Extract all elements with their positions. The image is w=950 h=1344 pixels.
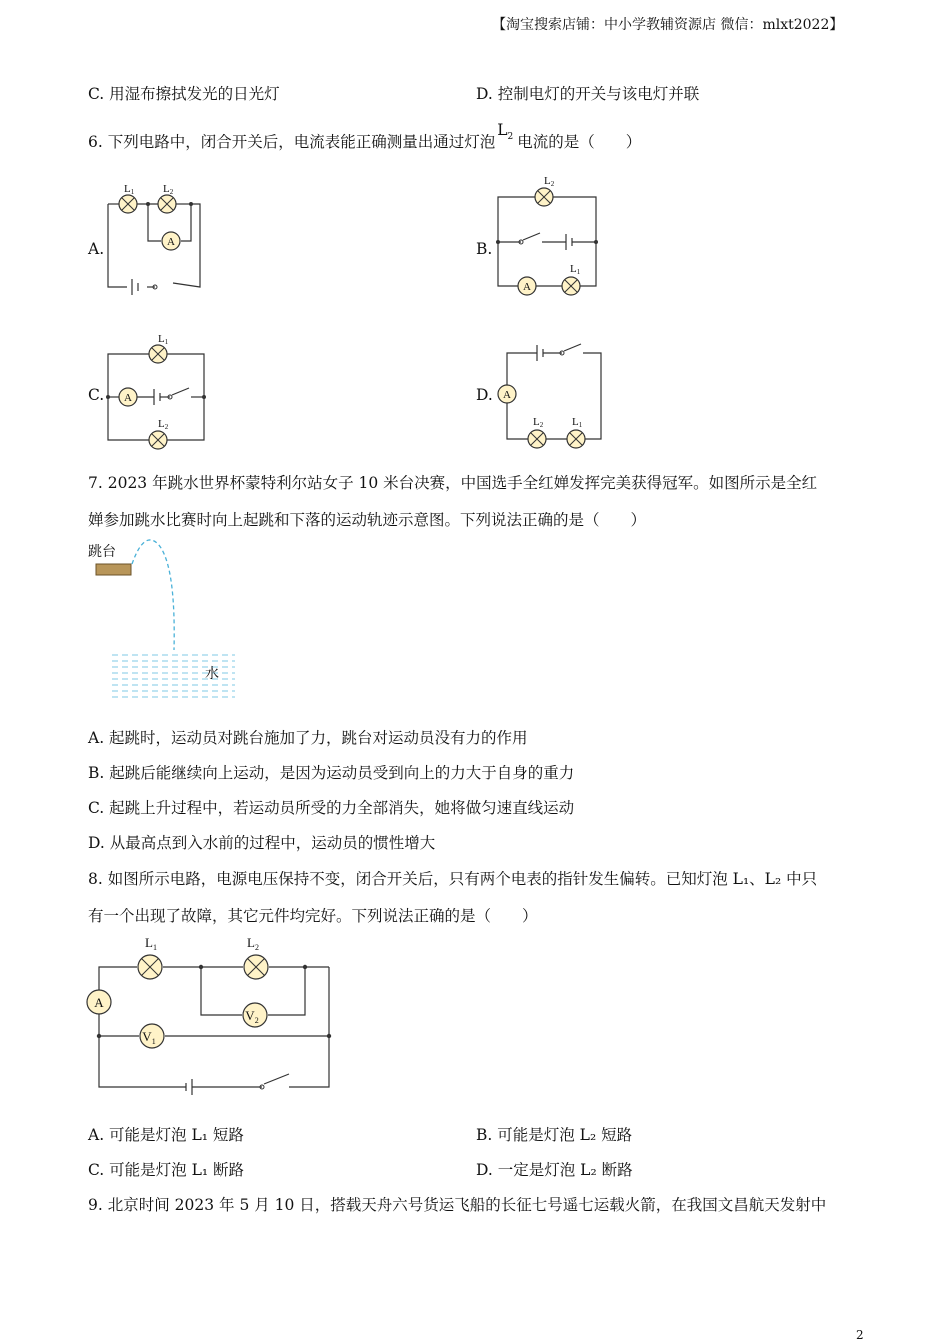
page-header: 【淘宝搜索店铺：中小学教辅资源店 微信：mlxt2022】 bbox=[492, 17, 844, 33]
ammeter-icon bbox=[498, 385, 516, 403]
svg-text:L2: L2 bbox=[544, 175, 555, 188]
lamp-icon bbox=[567, 430, 585, 448]
page-number: 2 bbox=[856, 1328, 864, 1342]
q6-option-c-label: C. bbox=[88, 386, 105, 404]
q9-stem-line1: 9. 北京时间 2023 年 5 月 10 日，搭载天舟六号货运飞船的长征七号遥七运载火箭，在我国文昌航天发射中 bbox=[88, 1196, 827, 1214]
ammeter-icon bbox=[119, 388, 137, 406]
svg-text:A: A bbox=[167, 236, 175, 248]
q6-option-a-label: A. bbox=[88, 240, 105, 258]
trajectory-path bbox=[132, 540, 174, 650]
svg-text:L2: L2 bbox=[533, 416, 544, 429]
q7-option-a: A. 起跳时，运动员对跳台施加了力，跳台对运动员没有力的作用 bbox=[88, 729, 528, 747]
svg-text:L2: $L_2$ bbox=[247, 935, 259, 952]
q5-option-d: D. 控制电灯的开关与该电灯并联 bbox=[476, 85, 700, 103]
svg-text:L1: L1 bbox=[572, 416, 583, 429]
circuit-q8-diagram bbox=[84, 930, 339, 1095]
lamp-icon bbox=[562, 277, 580, 295]
q8-option-d: D. 一定是灯泡 L₂ 断路 bbox=[476, 1161, 633, 1179]
diving-platform bbox=[96, 564, 131, 575]
lamp-icon bbox=[149, 431, 167, 449]
q6-stem-after: 电流的是（ ） bbox=[517, 133, 642, 151]
q7-option-c: C. 起跳上升过程中，若运动员所受的力全部消失，她将做匀速直线运动 bbox=[88, 799, 575, 817]
svg-text:L1: L1 bbox=[158, 333, 169, 346]
lamp-icon bbox=[535, 188, 553, 206]
ammeter-icon bbox=[162, 232, 180, 250]
lamp-icon bbox=[149, 345, 167, 363]
q6-stem-before: 6. 下列电路中，闭合开关后，电流表能正确测量出通过灯泡 bbox=[88, 133, 496, 151]
q8-stem-line2: 有一个出现了故障，其它元件均完好。下列说法正确的是（ ） bbox=[88, 907, 538, 925]
lamp-icon bbox=[119, 195, 137, 213]
svg-text:L2: L2 bbox=[163, 183, 174, 196]
q8-stem-line1: 8. 如图所示电路，电源电压保持不变，闭合开关后，只有两个电表的指针发生偏转。已知灯泡 L₁、L₂ 中只 bbox=[88, 870, 818, 888]
q7-option-d: D. 从最高点到入水前的过程中，运动员的惯性增大 bbox=[88, 834, 436, 852]
q6-stem-symbol: L bbox=[497, 121, 508, 139]
q8-option-c: C. 可能是灯泡 L₁ 断路 bbox=[88, 1161, 245, 1179]
circuit-c-diagram bbox=[100, 328, 215, 453]
q6-option-b-label: B. bbox=[476, 240, 493, 258]
diving-diagram bbox=[92, 538, 242, 703]
svg-text:V2: $V_2$ bbox=[245, 1008, 259, 1025]
svg-text:A: A bbox=[503, 389, 511, 401]
voltmeter-icon bbox=[243, 1003, 267, 1027]
q7-stem-line1: 7. 2023 年跳水世界杯蒙特利尔站女子 10 米台决赛，中国选手全红婵发挥完美获得冠军。如图所示是全红 bbox=[88, 474, 818, 492]
circuit-d-diagram bbox=[490, 335, 610, 455]
lamp-icon bbox=[158, 195, 176, 213]
circuit-a-diagram bbox=[100, 175, 210, 300]
svg-text:A: A bbox=[523, 281, 531, 293]
ammeter-icon bbox=[518, 277, 536, 295]
q6-stem-sub: 2 bbox=[507, 132, 514, 142]
lamp-icon bbox=[528, 430, 546, 448]
lamp-icon bbox=[244, 955, 268, 979]
q6-stem bbox=[88, 121, 642, 152]
svg-text:A: A bbox=[124, 392, 132, 404]
svg-text:V1: $V_1$ bbox=[142, 1029, 156, 1046]
svg-text:A: A bbox=[94, 995, 104, 1010]
q5-option-c: C. 用湿布擦拭发光的日光灯 bbox=[88, 85, 280, 103]
platform-label: 跳台 bbox=[88, 544, 116, 560]
svg-text:L1: L1 bbox=[570, 263, 581, 276]
svg-text:L1: $L_1$ bbox=[145, 935, 157, 952]
q7-option-b: B. 起跳后能继续向上运动，是因为运动员受到向上的力大于自身的重力 bbox=[88, 764, 575, 782]
q8-option-b: B. 可能是灯泡 L₂ 短路 bbox=[476, 1126, 633, 1144]
svg-text:L2: L2 bbox=[158, 418, 169, 431]
q6-option-d-label: D. bbox=[476, 386, 493, 404]
lamp-icon bbox=[138, 955, 162, 979]
q7-stem-line2: 婵参加跳水比赛时向上起跳和下落的运动轨迹示意图。下列说法正确的是（ ） bbox=[88, 511, 647, 529]
svg-text:L1: L1 bbox=[124, 183, 135, 196]
voltmeter-icon bbox=[140, 1024, 164, 1048]
ammeter-icon bbox=[87, 990, 111, 1014]
circuit-b-diagram bbox=[490, 168, 605, 303]
q8-option-a: A. 可能是灯泡 L₁ 短路 bbox=[88, 1126, 244, 1144]
water-label: 水 bbox=[205, 666, 219, 682]
